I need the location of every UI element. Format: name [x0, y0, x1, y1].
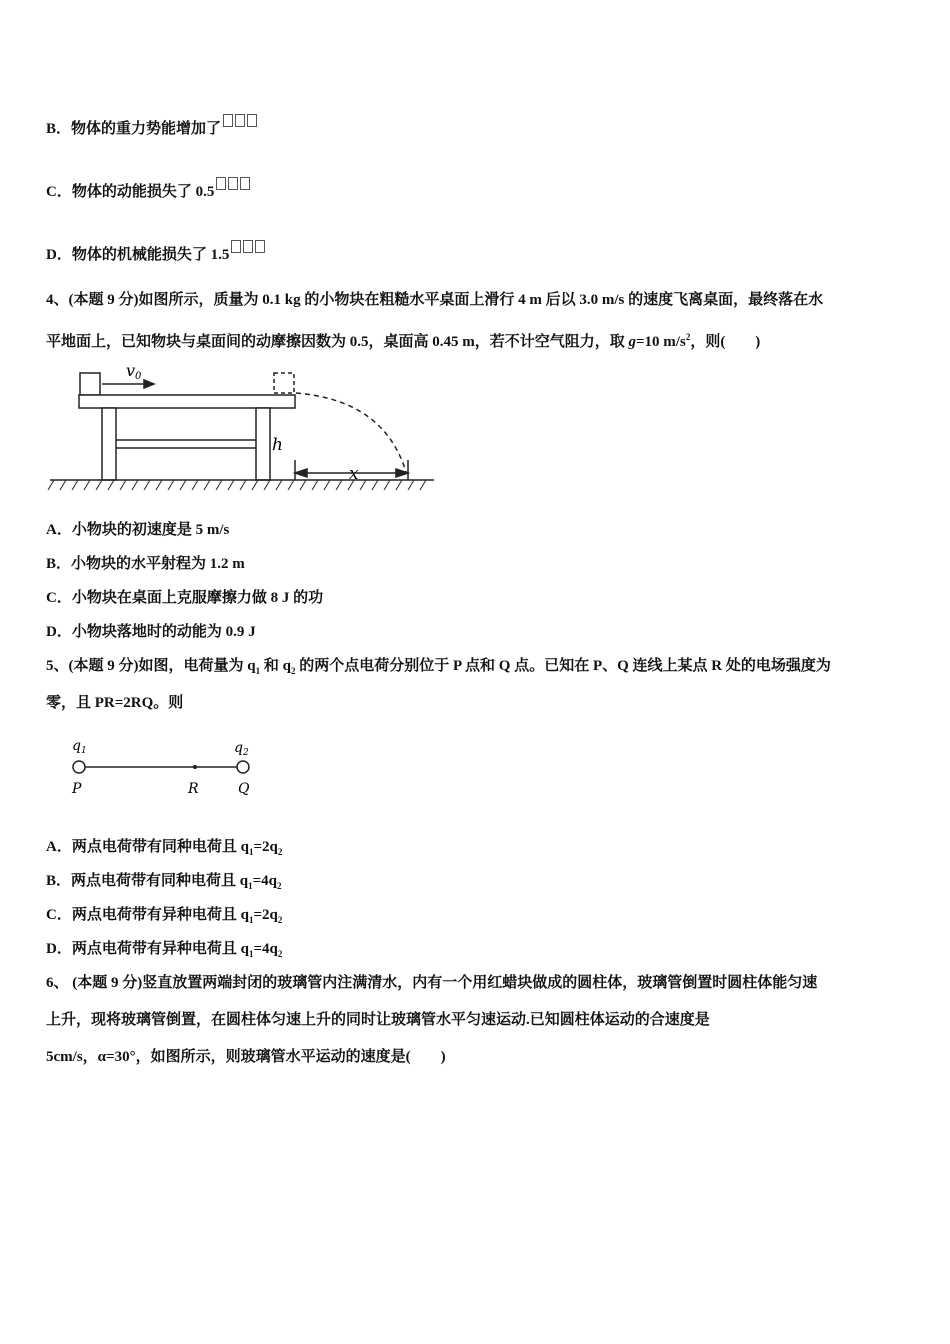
q5-option-d: D．两点电荷带有异种电荷且 $q_1=4q_2$	[46, 941, 283, 959]
q3-option-b: B．物体的重力势能增加了	[46, 114, 257, 139]
missing-glyph-icon	[235, 114, 245, 127]
q5-option-b: B．两点电荷带有同种电荷且 $q_1=4q_2$	[46, 873, 282, 891]
q4-option-b: B．小物块的水平射程为 1.2 m	[46, 556, 245, 572]
q6-stem-line2: 上升，现将玻璃管倒置，在圆柱体匀速上升的同时让玻璃管水平匀速运动.已知圆柱体运动的合速度是	[46, 1012, 710, 1028]
h-label: h	[272, 435, 283, 455]
r-label: R	[188, 781, 199, 797]
q1-label: $q_1$	[72, 738, 87, 756]
missing-glyph-icon	[240, 177, 250, 190]
q5-charges-figure	[64, 732, 264, 804]
p-label: P	[72, 781, 82, 797]
x-label: x	[349, 464, 359, 484]
q4-option-a: A．小物块的初速度是 5 m/s	[46, 522, 230, 538]
q5-option-a: A．两点电荷带有同种电荷且 $q_1=2q_2$	[46, 839, 283, 857]
q4-option-d: D．小物块落地时的动能为 0.9 J	[46, 624, 256, 640]
v0-label: v0	[126, 361, 142, 382]
missing-glyph-icon	[243, 240, 253, 253]
missing-glyph-icon	[255, 240, 265, 253]
q-label: Q	[238, 781, 250, 797]
point-r-dot	[193, 765, 197, 769]
q5-stem-line2: 零，且 PR=2RQ。则	[46, 695, 184, 711]
q5-option-c: C．两点电荷带有异种电荷且 $q_1=2q_2$	[46, 907, 283, 925]
missing-glyph-icon	[228, 177, 238, 190]
q3-option-d: D．物体的机械能损失了 1.5	[46, 240, 265, 265]
q4-stem-line2: 平地面上，已知物块与桌面间的动摩擦因数为 0.5，桌面高 0.45 m，若不计空气阻力，取 g=10 $m/s^2$，则( )	[46, 332, 761, 350]
q6-stem-line3: 5cm/s，α=30°，如图所示，则玻璃管水平运动的速度是( )	[46, 1049, 446, 1065]
q3-option-c: C．物体的动能损失了 0.5	[46, 177, 250, 202]
q5-stem-line1: 5、(本题 9 分)如图，电荷量为 $q_1$ 和 $q_2$ 的两个点电荷分别位于 P 点和 Q 点。已知在 P、Q 连线上某点 R 处的电场强度为	[46, 658, 831, 676]
missing-glyph-icon	[247, 114, 257, 127]
missing-glyph-icon	[223, 114, 233, 127]
q2-label: $q_2$	[234, 740, 249, 758]
q4-table-figure	[44, 360, 439, 495]
missing-glyph-icon	[216, 177, 226, 190]
q6-stem-line1: 6、 (本题 9 分)竖直放置两端封闭的玻璃管内注满清水，内有一个用红蜡块做成的圆柱体，玻璃管倒置时圆柱体能匀速	[46, 975, 818, 991]
missing-glyph-icon	[231, 240, 241, 253]
q4-stem-line1: 4、(本题 9 分)如图所示，质量为 0.1 kg 的小物块在粗糙水平桌面上滑行 4 m 后以 3.0 m/s 的速度飞离桌面，最终落在水	[46, 292, 824, 308]
q4-option-c: C．小物块在桌面上克服摩擦力做 8 J 的功	[46, 590, 324, 606]
